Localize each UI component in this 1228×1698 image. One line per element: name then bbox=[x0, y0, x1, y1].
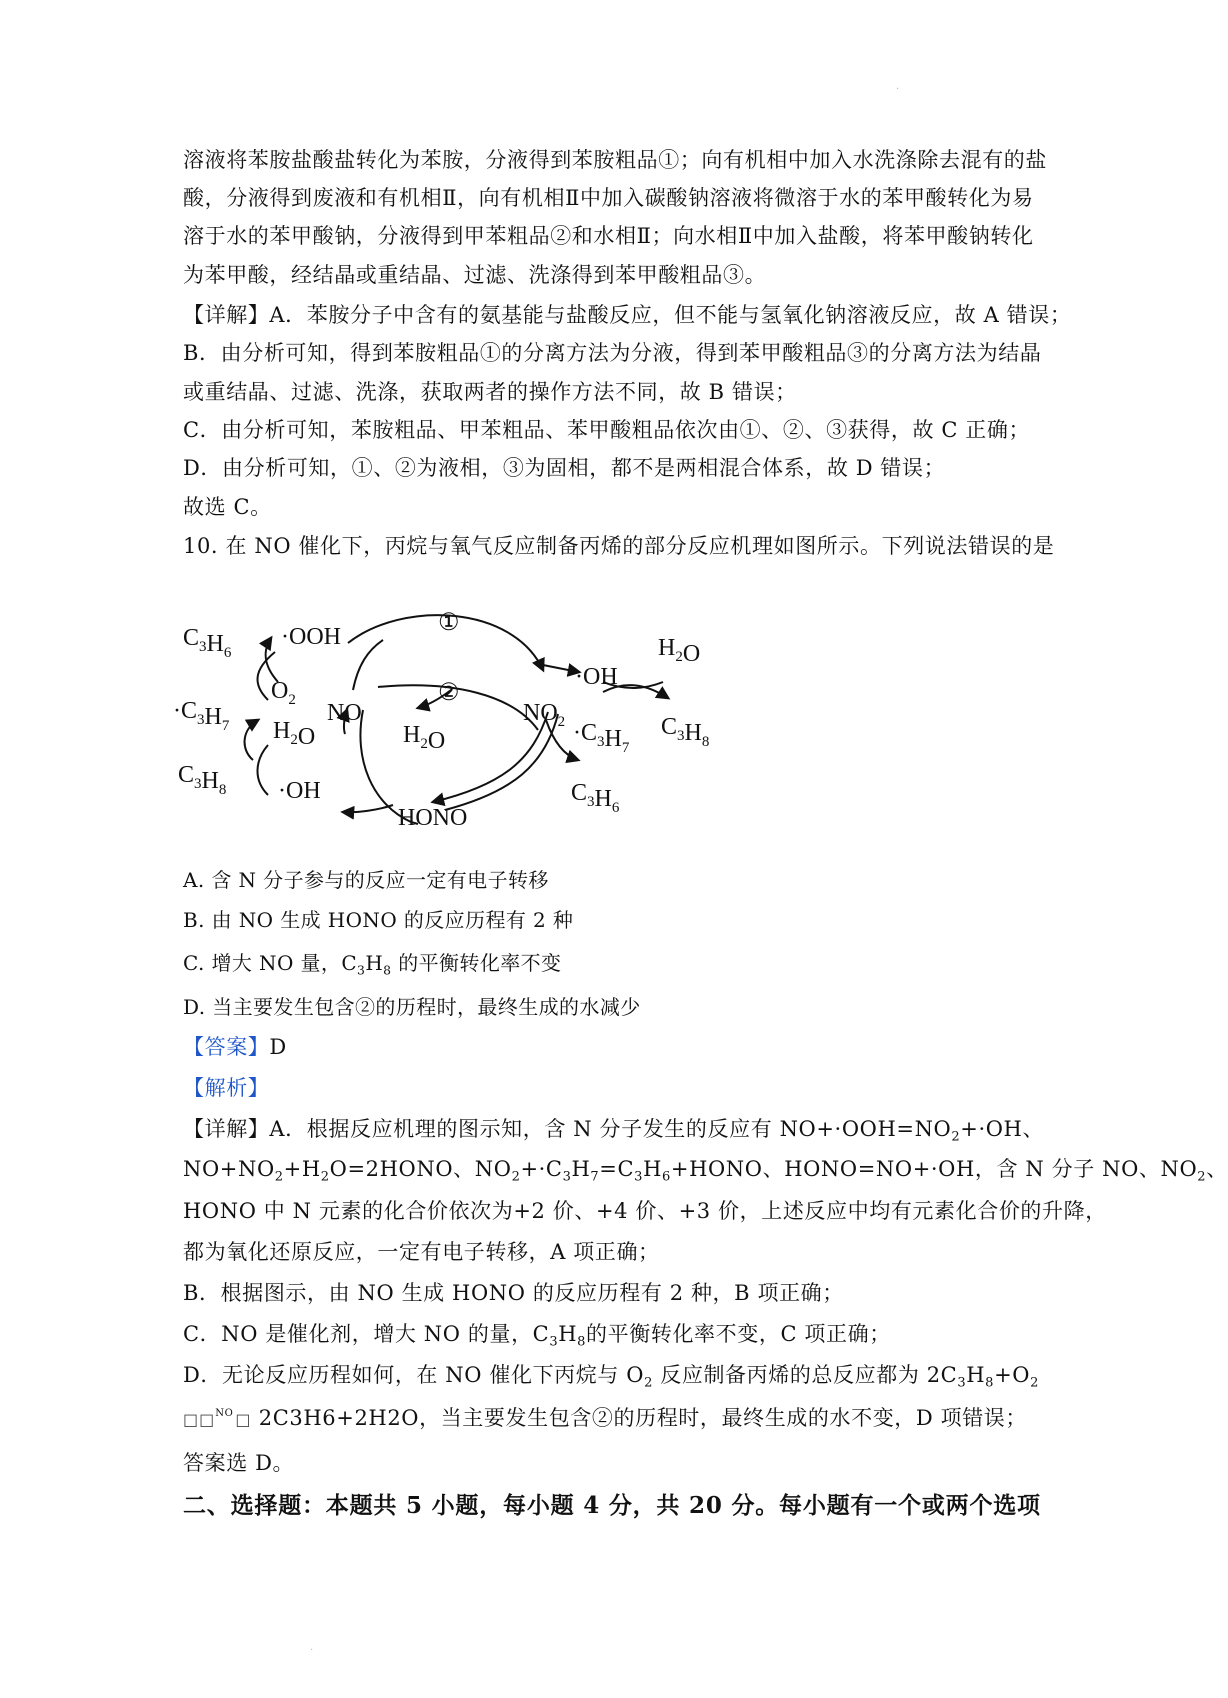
detail-text-line: □□$^{NO}$ □ 2C3H6+2H2O，当主要发生包含②的历程时，最终生成的水不变，D 项错误； bbox=[183, 1406, 1028, 1430]
question-10-stem: 10. 在 NO 催化下，丙烷与氧气反应制备丙烯的部分反应机理如图所示。下列说法错误的是 bbox=[183, 534, 1055, 558]
detail-text-line: 答案选 D。 bbox=[183, 1451, 295, 1475]
paragraph-line: 溶液将苯胺盐酸盐转化为苯胺，分液得到苯胺粗品①；向有机相中加入水洗涤除去混有的盐 bbox=[183, 148, 1047, 172]
detail-text-line: 【详解】A．根据反应机理的图示知，含 N 分子发生的反应有 $NO+\cdot OOH=NO_2+\cdot OH$、 bbox=[183, 1117, 1045, 1145]
reaction-mechanism-diagram bbox=[173, 610, 783, 855]
label-oh-top: ·OH bbox=[575, 664, 618, 690]
to-c3h7-arrow bbox=[245, 720, 258, 760]
detail-line: C．由分析可知，苯胺粗品、甲苯粗品、苯甲酸粗品依次由①、②、③获得，故 C 正确； bbox=[183, 418, 1031, 442]
label-h2o-left: $H_2O$ bbox=[273, 718, 316, 750]
detail-text-line: $NO+NO_2+H_2O=2HONO$、$NO_2+\cdot C_3H_7=C_3H_6+HONO$、HONO=NO+·OH，含 N 分子 NO、$NO_2$、 bbox=[183, 1157, 1228, 1185]
paragraph-line: 溶于水的苯甲酸钠，分液得到甲苯粗品②和水相Ⅱ；向水相Ⅱ中加入盐酸，将苯甲酸钠转化 bbox=[183, 224, 1034, 248]
detail-line: 【详解】A．苯胺分子中含有的氨基能与盐酸反应，但不能与氢氧化钠溶液反应，故 A 错误； bbox=[183, 303, 1072, 327]
label-no2: $NO_2$ bbox=[523, 700, 566, 730]
detail-text-line: D．无论反应历程如何，在 NO 催化下丙烷与 $O_2$ 反应制备丙烯的总反应都为 $2C_3H_8+O_2$ bbox=[183, 1363, 1039, 1391]
label-h2o-middle: $H_2O$ bbox=[403, 722, 446, 754]
label-c3h6-top-left: $C_3H_6$ bbox=[183, 625, 232, 661]
circle-left-upper bbox=[353, 640, 383, 690]
section-title: 二、选择题：本题共 5 小题，每小题 4 分，共 20 分。每小题有一个或两个选项 bbox=[183, 1492, 1041, 1519]
detail-line: D．由分析可知，①、②为液相，③为固相，都不是两相混合体系，故 D 错误； bbox=[183, 456, 946, 480]
detail-text-line: HONO 中 N 元素的化合价依次为+2 价、+4 价、+3 价，上述反应中均有元素化合价的升降， bbox=[183, 1199, 1107, 1223]
option-b: B. 由 NO 生成 HONO 的反应历程有 2 种 bbox=[183, 908, 574, 932]
label-c3h7-right: $\cdot C_3H_7$ bbox=[573, 720, 630, 756]
hono-to-oh-arrow bbox=[343, 805, 393, 812]
label-h2o-top-right: $H_2O$ bbox=[658, 635, 701, 667]
option-c: C. 增大 NO 量，$C_3H_8$ 的平衡转化率不变 bbox=[183, 951, 562, 978]
detail-line: B．由分析可知，得到苯胺粗品①的分离方法为分液，得到苯甲酸粗品③的分离方法为结晶 bbox=[183, 341, 1042, 365]
paragraph-line: 酸，分液得到废液和有机相Ⅱ，向有机相Ⅱ中加入碳酸钠溶液将微溶于水的苯甲酸转化为易 bbox=[183, 186, 1034, 210]
catalyst-label: NO bbox=[215, 1408, 234, 1419]
label-oh-bottom: ·OH bbox=[278, 778, 321, 804]
label-c3h8-left: $C_3H_8$ bbox=[178, 762, 227, 798]
answer-line bbox=[183, 1033, 1033, 1061]
label-hono: HONO bbox=[398, 805, 468, 831]
label-ooh: ·OOH bbox=[281, 624, 341, 650]
detail-line: 或重结晶、过滤、洗涤，获取两者的操作方法不同，故 B 错误； bbox=[183, 380, 797, 404]
label-circle-2: ② bbox=[438, 680, 460, 706]
detail-text-line: C．NO 是催化剂，增大 NO 的量，$C_3H_8$的平衡转化率不变，C 项正确； bbox=[183, 1322, 891, 1350]
analysis-label: 【解析】 bbox=[183, 1076, 270, 1100]
paragraph-line: 为苯甲酸，经结晶或重结晶、过滤、洗涤得到苯甲酸粗品③。 bbox=[183, 263, 767, 287]
c3h8-oh-curve bbox=[257, 745, 268, 795]
to-oh-arrow bbox=[543, 665, 579, 672]
equation-glyph: □□ bbox=[183, 1410, 216, 1429]
detail-text-line: 都为氧化还原反应，一定有电子转移，A 项正确； bbox=[183, 1240, 660, 1264]
detail-text-line: B．根据图示，由 NO 生成 HONO 的反应历程有 2 种，B 项正确； bbox=[183, 1281, 844, 1305]
label-c3h7-left: $\cdot C_3H_7$ bbox=[173, 698, 230, 734]
label-c3h6-bottom-right: $C_3H_6$ bbox=[571, 780, 620, 816]
scan-dot: · bbox=[896, 84, 900, 95]
label-c3h8-right: $C_3H_8$ bbox=[661, 714, 710, 750]
option-a: A. 含 N 分子参与的反应一定有电子转移 bbox=[183, 868, 549, 892]
label-no: NO bbox=[327, 700, 362, 726]
label-circle-1: ① bbox=[438, 610, 460, 636]
label-o2: $O_2$ bbox=[271, 678, 296, 708]
equation-glyph: □ bbox=[235, 1410, 252, 1429]
scan-dot: · bbox=[310, 1645, 314, 1656]
detail-line: 故选 C。 bbox=[183, 495, 272, 519]
answer-label: 【答案】 bbox=[183, 1035, 270, 1059]
answer-value: D bbox=[269, 1035, 287, 1059]
option-d: D. 当主要发生包含②的历程时，最终生成的水减少 bbox=[183, 995, 641, 1019]
